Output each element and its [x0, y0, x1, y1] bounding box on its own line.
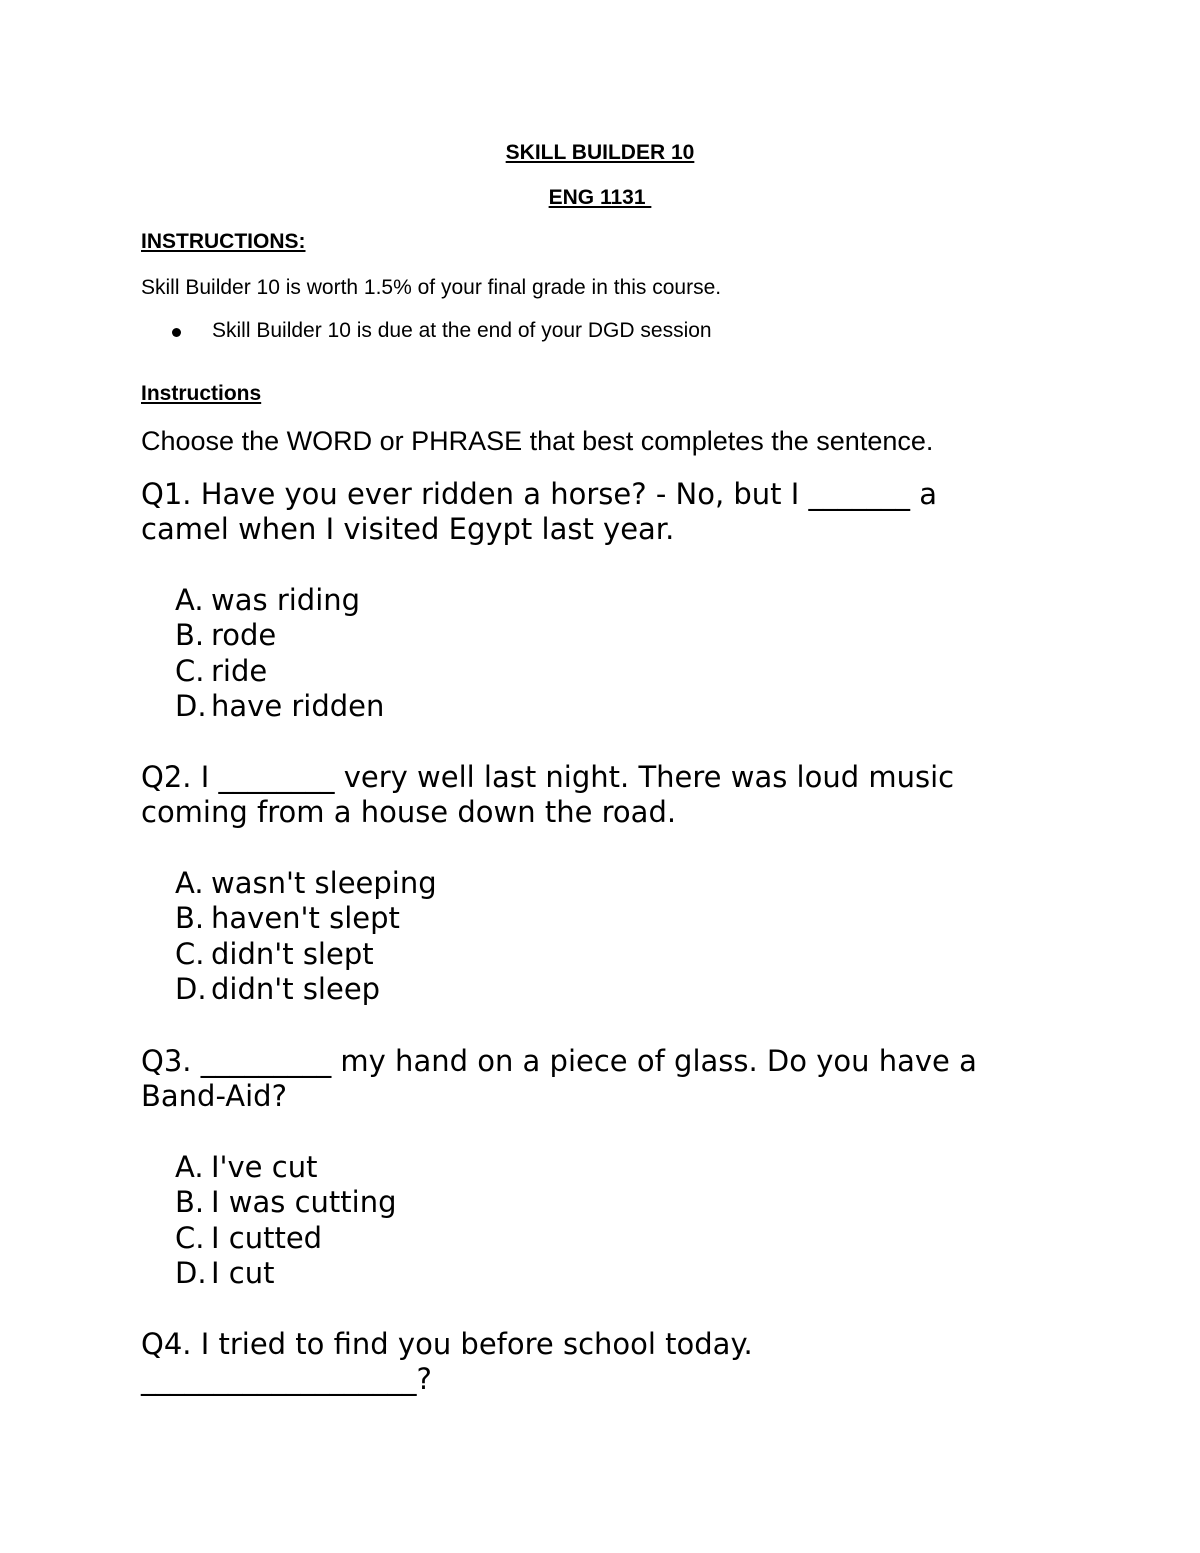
question-2-line-1: Q2. I ________ very well last night. There was loud music	[141, 760, 955, 794]
question-2-line-2: coming from a house down the road.	[141, 795, 677, 829]
option-b: B. I was cutting	[175, 1185, 397, 1220]
option-d: D. have ridden	[175, 688, 385, 723]
question-3	[141, 1044, 1041, 1114]
course-code: ENG 1131	[548, 186, 652, 209]
directive-text: Choose the WORD or PHRASE that best completes the sentence.	[141, 426, 934, 456]
option-d: D. didn't sleep	[175, 971, 381, 1006]
bullet-icon	[172, 328, 181, 337]
option-b: B. rode	[175, 618, 277, 653]
question-1-line-2: camel when I visited Egypt last year.	[141, 512, 675, 546]
document-title: SKILL BUILDER 10	[505, 141, 695, 164]
option-b: B. haven't slept	[175, 901, 400, 936]
option-c: C. I cutted	[175, 1220, 323, 1255]
option-a: A. was riding	[175, 583, 361, 617]
question-1-line-1: Q1. Have you ever ridden a horse? - No, but I _______ a	[141, 477, 938, 511]
question-4-answer-blank: ___________________?	[141, 1362, 432, 1396]
option-a: A. I've cut	[175, 1150, 318, 1184]
due-text: Skill Builder 10 is due at the end of your DGD session	[212, 319, 712, 342]
question-3-line-1: Q3. _________ my hand on a piece of glass. Do you have a	[141, 1044, 977, 1078]
question-3-options	[175, 1150, 397, 1291]
question-1-options	[175, 583, 384, 724]
option-c: C. ride	[175, 653, 268, 688]
option-d: D. I cut	[175, 1255, 275, 1290]
question-3-line-2: Band-Aid?	[141, 1079, 287, 1113]
grade-weight-text: Skill Builder 10 is worth 1.5% of your final grade in this course.	[141, 276, 722, 299]
question-4-line-1: Q4. I tried to find you before school today.	[141, 1327, 753, 1361]
question-2-options	[175, 866, 437, 1007]
option-c: C. didn't slept	[175, 936, 374, 971]
instructions-heading: INSTRUCTIONS:	[141, 230, 306, 253]
question-1	[141, 477, 1041, 547]
instructions-subheading: Instructions	[141, 382, 262, 405]
option-a: A. wasn't sleeping	[175, 866, 437, 900]
question-4	[141, 1327, 1041, 1397]
question-2	[141, 760, 1041, 830]
